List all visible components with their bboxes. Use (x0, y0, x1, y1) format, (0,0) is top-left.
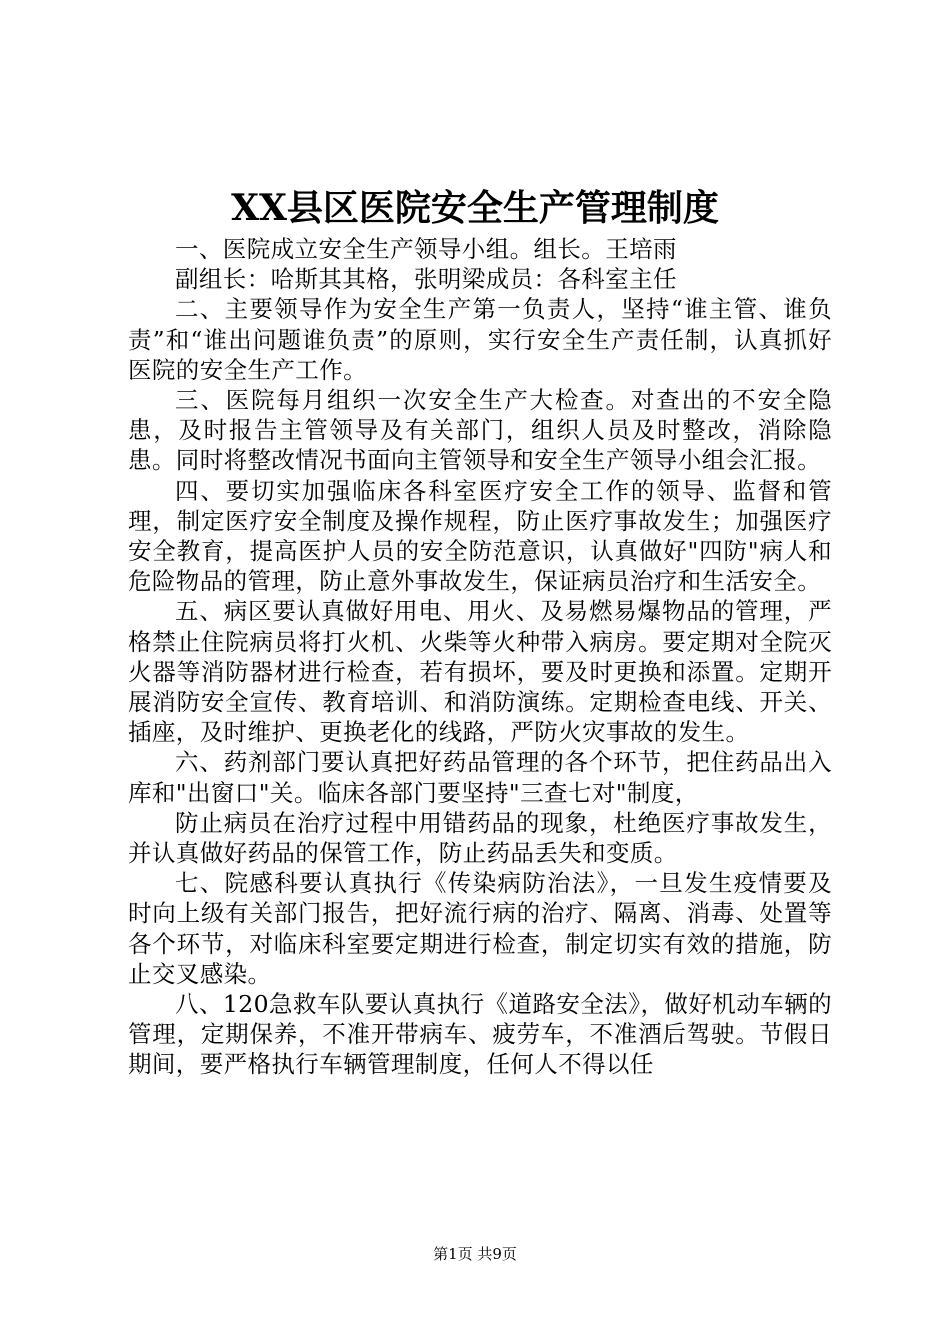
paragraph-6: 五、病区要认真做好用电、用火、及易燃易爆物品的管理，严格禁止住院病员将打火机、火柴等火种带入病房。要定期对全院灭火器等消防器材进行检查，若有损坏，要及时更换和添置。定期开展消防安全宣传、教育培训、和消防演练。定期检查电线、开关、插座，及时维护、更换老化的线路，严防火灾事故的发生。 (128, 597, 832, 747)
page-footer: 第1页 共9页 (433, 1245, 517, 1263)
paragraph-2: 副组长：哈斯其其格，张明梁成员：各科室主任 (175, 265, 677, 294)
document-title: XX县区医院安全生产管理制度 (231, 187, 719, 229)
paragraph-5: 四、要切实加强临床各科室医疗安全工作的领导、监督和管理，制定医疗安全制度及操作规程，防止医疗事故发生；加强医疗安全教育，提高医护人员的安全防范意识，认真做好"四防"病人和危险物品的管理，防止意外事故发生，保证病员治疗和生活安全。 (128, 476, 832, 596)
paragraph-10: 八、120急救车队要认真执行《道路安全法》，做好机动车辆的管理，定期保养，不准开带病车、疲劳车，不准酒后驾驶。节假日期间，要严格执行车辆管理制度，任何人不得以任 (128, 990, 832, 1079)
paragraph-9: 七、院感科要认真执行《传染病防治法》，一旦发生疫情要及时向上级有关部门报告，把好流行病的治疗、隔离、消毒、处置等各个环节，对临床科室要定期进行检查，制定切实有效的措施，防止交叉感染。 (128, 869, 832, 988)
paragraph-3: 二、主要领导作为安全生产第一负责人，坚持“谁主管、谁负责”和“谁出问题谁负责”的原则，实行安全生产责任制，认真抓好医院的安全生产工作。 (128, 295, 832, 384)
paragraph-4: 三、医院每月组织一次安全生产大检查。对查出的不安全隐患，及时报告主管领导及有关部门，组织人员及时整改，消除隐患。同时将整改情况书面向主管领导和安全生产领导小组会汇报。 (128, 386, 832, 475)
document-body (128, 234, 832, 1080)
paragraph-1: 一、医院成立安全生产领导小组。组长。王培雨 (175, 235, 677, 263)
paragraph-8: 防止病员在治疗过程中用错药品的现象，杜绝医疗事故发生，并认真做好药品的保管工作，防止药品丢失和变质。 (128, 808, 832, 868)
paragraph-7: 六、药剂部门要认真把好药品管理的各个环节，把住药品出入库和"出窗口"关。临床各部门要坚持"三查七对"制度， (128, 748, 832, 807)
